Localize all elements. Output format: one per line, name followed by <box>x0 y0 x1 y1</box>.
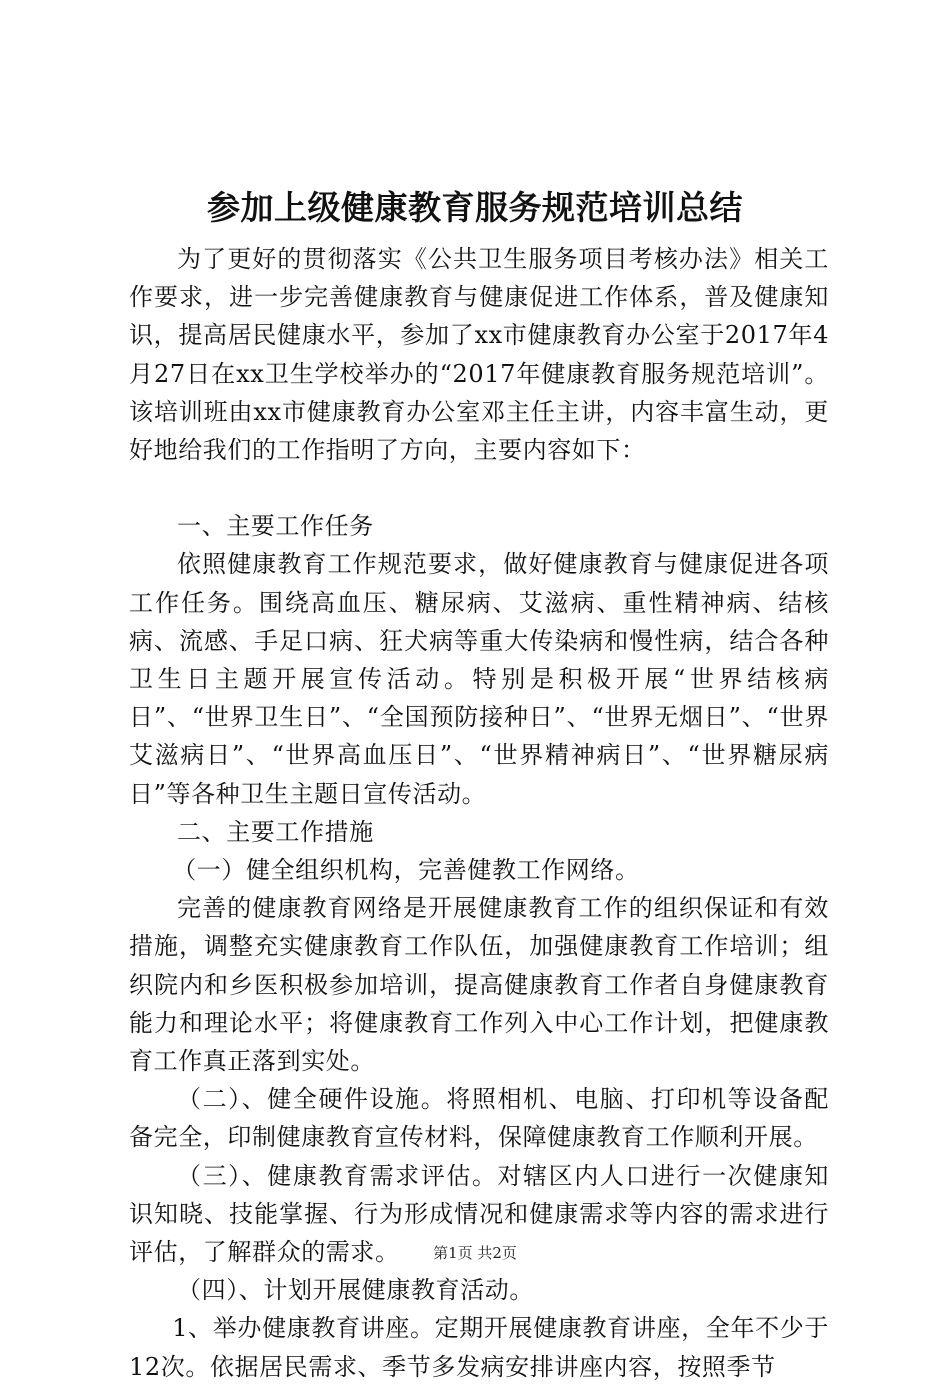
subsection-1-paragraph: 完善的健康教育网络是开展健康教育工作的组织保证和有效措施，调整充实健康教育工作队伍，加强健康教育工作培训；组织院内和乡医积极参加培训，提高健康教育工作者自身健康教育能力和理论水平；将健康教育工作列入中心工作计划，把健康教育工作真正落到实处。 <box>129 894 829 1076</box>
document-body <box>129 240 829 1386</box>
subsection-heading-1: （一）健全组织机构，完善健教工作网络。 <box>172 856 640 885</box>
subsection-2-paragraph: （二）、健全硬件设施。将照相机、电脑、打印机等设备配备完全，印制健康教育宣传材料，保障健康教育工作顺利开展。 <box>129 1085 829 1152</box>
document-title: 参加上级健康教育服务规范培训总结 <box>207 188 743 227</box>
page-number-footer: 第1页 共2页 <box>433 1244 517 1262</box>
subsection-heading-4: （四）、计划开展健康教育活动。 <box>177 1276 534 1305</box>
section-heading-1: 一、主要工作任务 <box>177 512 374 541</box>
subsection-3-paragraph: （三）、健康教育需求评估。对辖区内人口进行一次健康知识知晓、技能掌握、行为形成情况和健康需求等内容的需求进行评估，了解群众的需求。 <box>129 1161 829 1267</box>
section-heading-2: 二、主要工作措施 <box>177 817 374 846</box>
activity-1-paragraph: 1、举办健康教育讲座。定期开展健康教育讲座，全年不少于12次。依据居民需求、季节多发病安排讲座内容，按照季节 <box>129 1314 829 1381</box>
intro-paragraph: 为了更好的贯彻落实《公共卫生服务项目考核办法》相关工作要求，进一步完善健康教育与健康促进工作体系，普及健康知识，提高居民健康水平，参加了xx市健康教育办公室于2017年4月27日在xx卫生学校举办的“2017年健康教育服务规范培训”。该培训班由xx市健康教育办公室邓主任主讲，内容丰富生动，更好地给我们的工作指明了方向，主要内容如下： <box>129 245 829 465</box>
section-1-paragraph: 依照健康教育工作规范要求，做好健康教育与健康促进各项工作任务。围绕高血压、糖尿病、艾滋病、重性精神病、结核病、流感、手足口病、狂犬病等重大传染病和慢性病，结合各种卫生日主题开展宣传活动。特别是积极开展“世界结核病日”、“世界卫生日”、“全国预防接种日”、“世界无烟日”、“世界艾滋病日”、“世界高血压日”、“世界精神病日”、“世界糖尿病日”等各种卫生主题日宣传活动。 <box>129 550 829 808</box>
